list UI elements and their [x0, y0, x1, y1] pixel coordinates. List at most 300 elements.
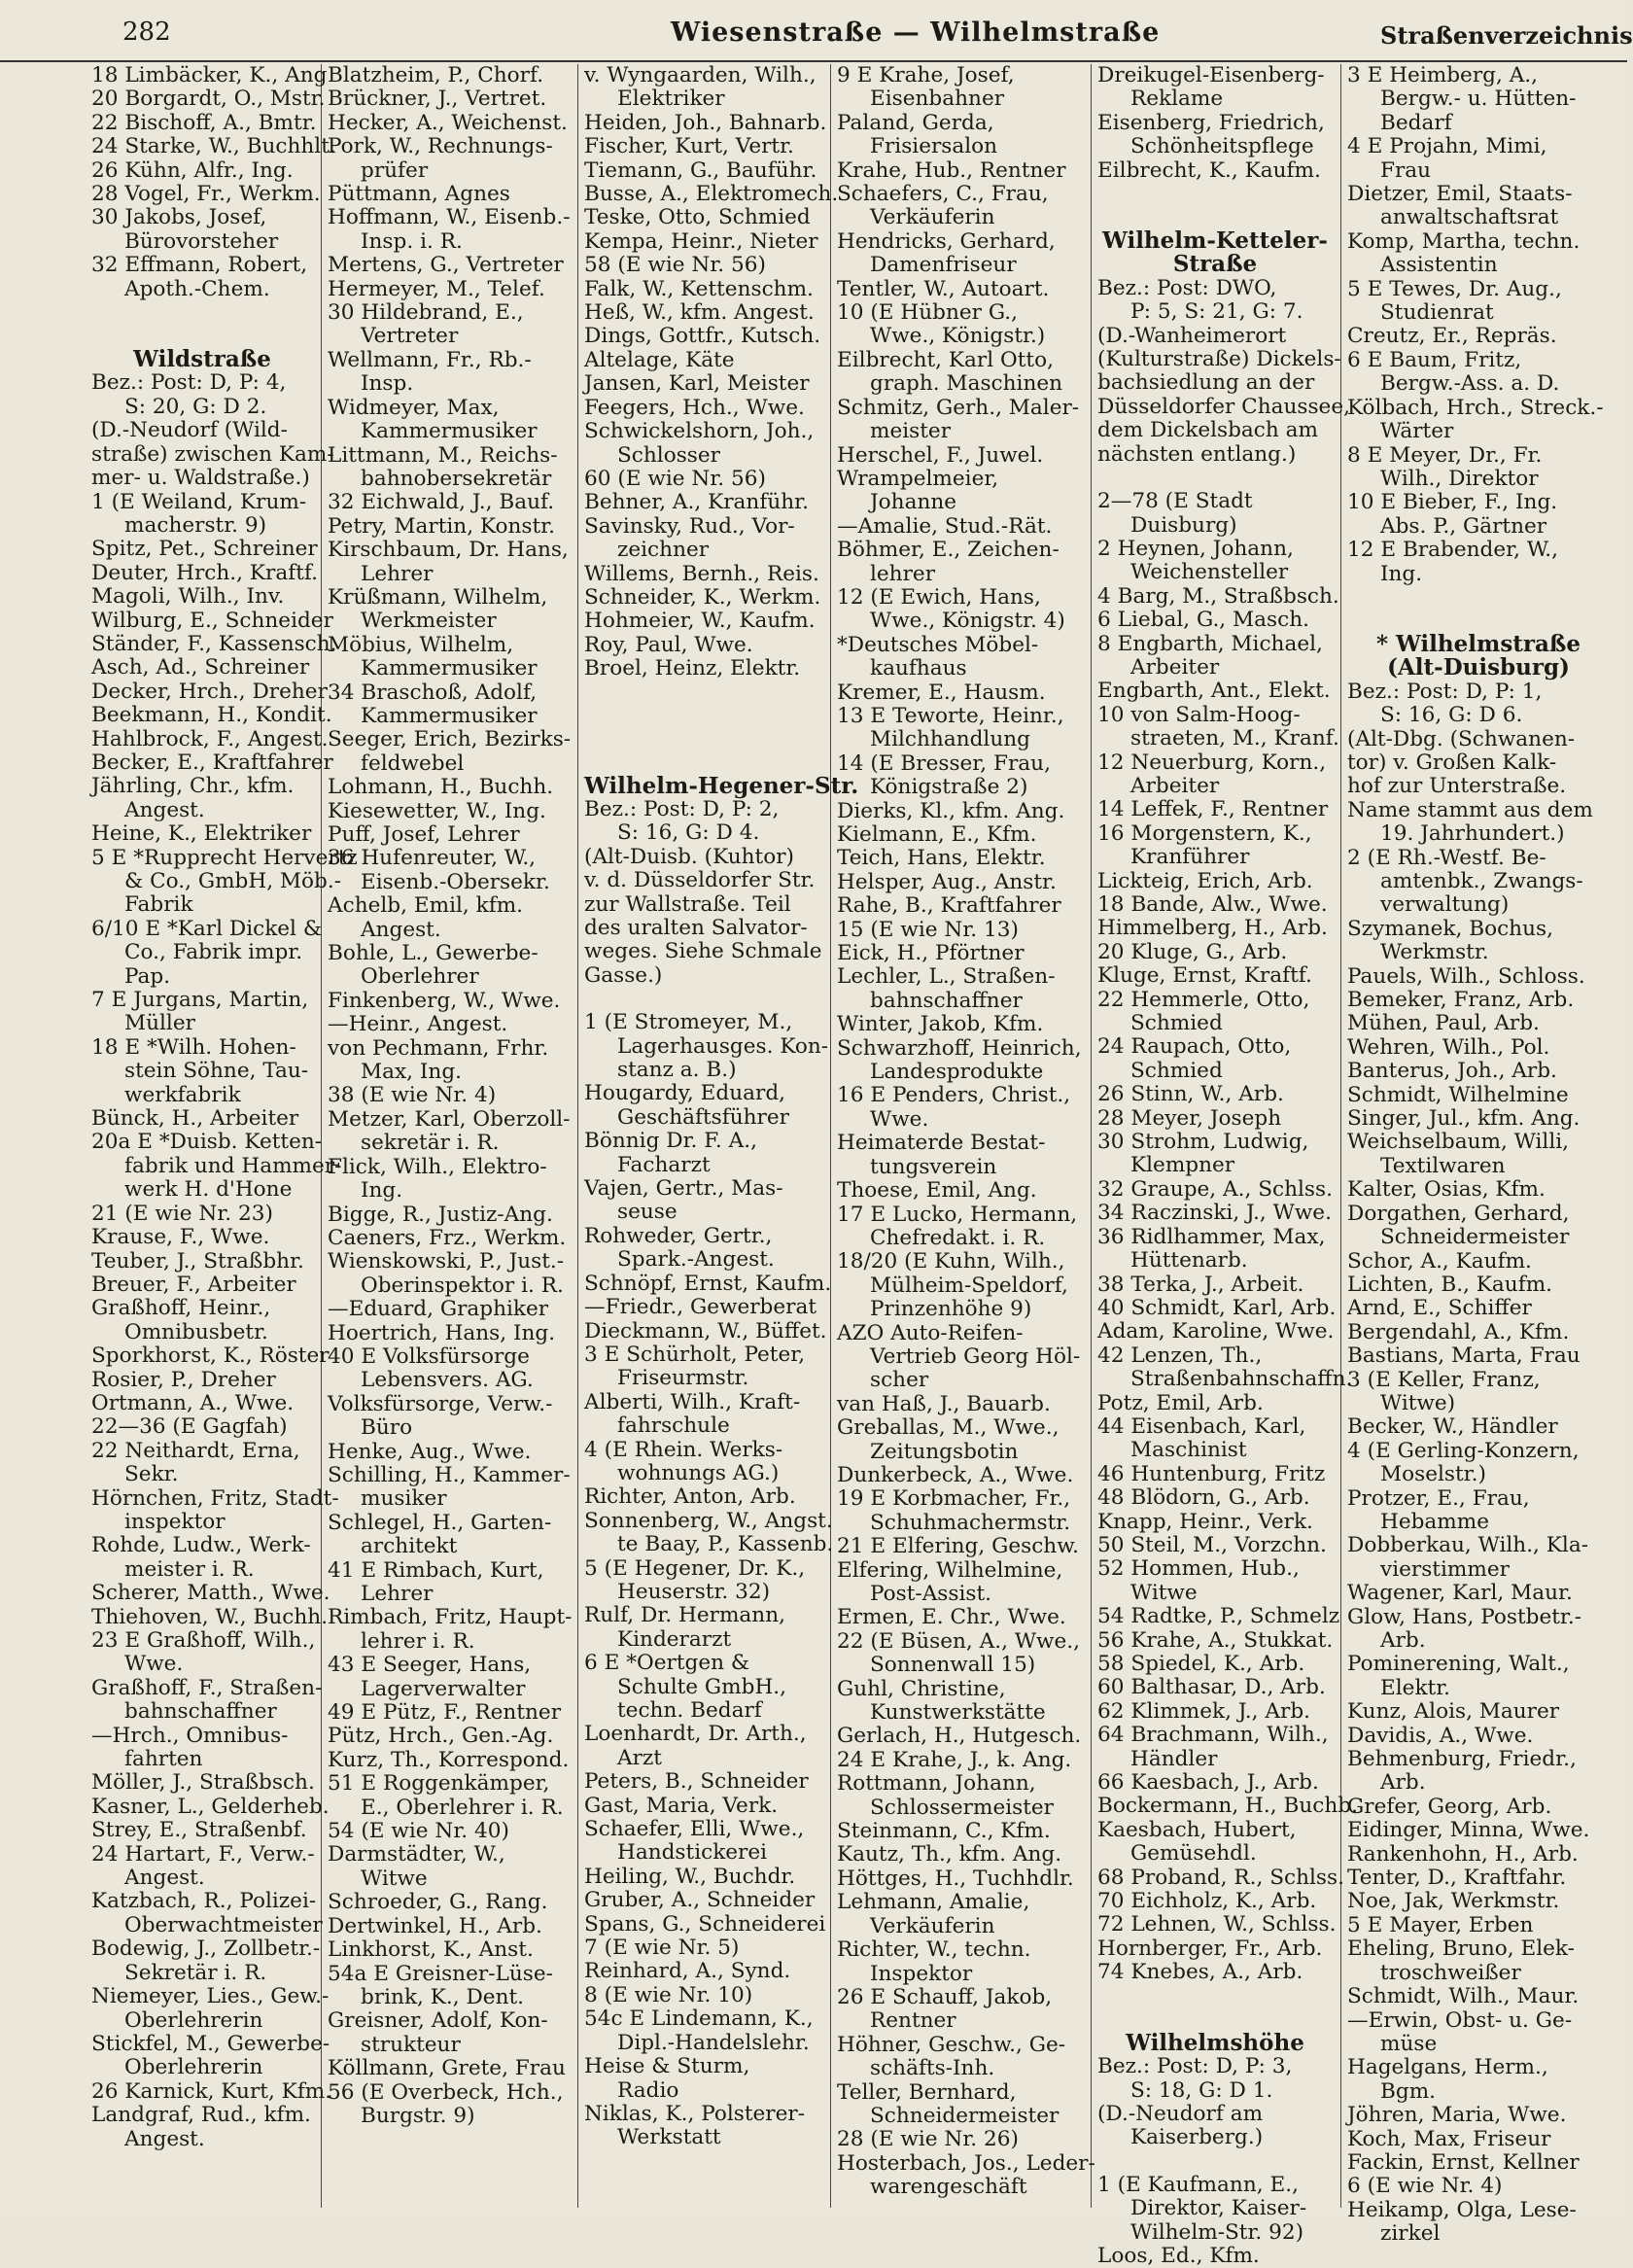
entry-continuation: P: 5, S: 21, G: 7. [1130, 299, 1303, 325]
entry-continuation: Kammermusiker [361, 656, 538, 681]
entry-line: 42 Lenzen, Th., [1097, 1343, 1263, 1368]
entry-line: Krause, F., Wwe. [91, 1225, 270, 1250]
entry-line: Davidis, A., Wwe. [1347, 1723, 1534, 1748]
entry-line: Ortmann, A., Wwe. [91, 1390, 295, 1415]
entry-continuation: Schmied [1130, 1011, 1223, 1036]
entry-line: Heiling, W., Buchdr. [584, 1864, 796, 1889]
entry-continuation: Bgm. [1380, 2078, 1437, 2104]
entry-line: 18 Limbäcker, K., Ang [91, 63, 328, 87]
entry-continuation: techn. Bedarf [617, 1698, 762, 1723]
entry-continuation: S: 16, G: D 4. [617, 820, 760, 846]
entry-line: Ermen, E. Chr., Wwe. [837, 1605, 1066, 1630]
entry-continuation: Insp. i. R. [361, 228, 463, 254]
entry-continuation: Hüttenarb. [1130, 1248, 1248, 1274]
spacer [584, 705, 822, 728]
entry-line: Kluge, Ernst, Kraftf. [1097, 963, 1312, 989]
entry-line: Henke, Aug., Wwe. [328, 1439, 532, 1464]
entry-line: Köllmann, Grete, Frau [328, 2056, 566, 2081]
entry-line: —Amalie, Stud.-Rät. [837, 513, 1053, 539]
entry-continuation: Wärter [1380, 419, 1454, 444]
entry-line: Peters, B., Schneider [584, 1769, 809, 1795]
entry-line: 66 Kaesbach, J., Arb. [1097, 1770, 1319, 1796]
entry-continuation: Verkäuferin [870, 205, 995, 230]
entry-line: Beekmann, H., Kondit. [91, 703, 332, 728]
running-title: Wiesenstraße — Wilhelmstraße [671, 17, 1161, 48]
entry-line: 1 (E Kaufmann, E., [1097, 2172, 1299, 2197]
entry-continuation: Werkmstr. [1380, 940, 1489, 965]
entry-continuation: E., Oberlehrer i. R. [361, 1795, 564, 1820]
entry-line: Richter, W., techn. [837, 1937, 1031, 1963]
entry-line: Bünck, H., Arbeiter [91, 1106, 299, 1132]
entry-line: Adam, Karoline, Wwe. [1097, 1319, 1335, 1344]
entry-line: Decker, Hrch., Dreher [91, 679, 328, 704]
entry-continuation: Kranführer [1130, 845, 1250, 870]
entry-line: Steinmann, C., Kfm. [837, 1819, 1051, 1844]
entry-line: 40 E Volksfürsorge [328, 1343, 530, 1369]
entry-line: Möbius, Wilhelm, [328, 632, 514, 657]
entry-line: Jöhren, Maria, Wwe. [1347, 2103, 1567, 2128]
entry-line: Kaesbach, Hubert, [1097, 1817, 1297, 1842]
entry-line: Flick, Wilh., Elektro- [328, 1154, 547, 1179]
entry-line: Dietzer, Emil, Staats- [1347, 182, 1573, 207]
entry-continuation: Vertrieb Georg Höl- [870, 1343, 1081, 1369]
entry-continuation: fabrik und Hammer- [124, 1153, 342, 1178]
entry-line: 21 E Elfering, Geschw. [837, 1534, 1079, 1559]
entry-line: Kölbach, Hrch., Streck.- [1347, 395, 1604, 420]
entry-line: Creutz, Er., Repräs. [1347, 324, 1557, 349]
entry-line: Eidinger, Minna, Wwe. [1347, 1818, 1590, 1843]
entry-continuation: Angest. [361, 917, 441, 942]
entry-line: Lechler, L., Straßen- [837, 964, 1056, 990]
entry-line: Rohde, Ludw., Werk- [91, 1533, 311, 1558]
entry-line: 20a E *Duisb. Ketten- [91, 1130, 323, 1155]
entry-line: 43 E Seeger, Hans, [328, 1653, 532, 1678]
entry-line: Hahlbrock, F., Angest. [91, 726, 329, 751]
entry-line: Weichselbaum, Willi, [1347, 1130, 1569, 1155]
entry-line: Helsper, Aug., Anstr. [837, 869, 1057, 894]
entry-line: Volksfürsorge, Verw.- [328, 1391, 553, 1416]
entry-line: Sporkhorst, K., Röster [91, 1343, 330, 1369]
entry-continuation: Oberlehrerin [124, 2055, 263, 2080]
entry-continuation: wohnungs AG.) [617, 1460, 780, 1485]
entry-line: Bergendahl, A., Kfm. [1347, 1319, 1570, 1344]
entry-line: Schneider, K., Werkm. [584, 584, 821, 610]
entry-line: Schlegel, H., Garten- [328, 1510, 552, 1535]
entry-line: 68 Proband, R., Schlss. [1097, 1865, 1344, 1890]
entry-line: Behmenburg, Friedr., [1347, 1747, 1577, 1772]
entry-line: Behner, A., Kranführ. [584, 490, 809, 515]
entry-line: 22 Bischoff, A., Bmtr. [91, 110, 317, 135]
entry-line: Rankenhohn, H., Arb. [1347, 1841, 1579, 1867]
spacer [1097, 467, 1333, 490]
entry-line: 34 Braschoß, Adolf, [328, 680, 538, 705]
entry-continuation: Schneidermeister [870, 2103, 1060, 2128]
entry-continuation: seuse [617, 1200, 678, 1225]
entry-line: Gruber, A., Schneider [584, 1888, 816, 1913]
entry-line: 12 Neuerburg, Korn., [1097, 750, 1327, 775]
entry-continuation: Oberinspektor i. R. [361, 1273, 564, 1298]
entry-continuation: werk H. d'Hone [124, 1177, 293, 1203]
entry-line: 10 von Salm-Hoog- [1097, 702, 1301, 727]
entry-continuation: Angest. [124, 1866, 205, 1891]
entry-continuation: Direktor, Kaiser- [1130, 2196, 1307, 2221]
entry-line: Kasner, L., Gelderheb. [91, 1794, 330, 1819]
entry-line: Lohmann, H., Buchh. [328, 775, 554, 800]
entry-line: Metzer, Karl, Oberzoll- [328, 1106, 571, 1132]
entry-line: Rohweder, Gertr., [584, 1223, 773, 1248]
entry-continuation: Oberlehrer [361, 964, 479, 990]
entry-line: 70 Eichholz, K., Arb. [1097, 1889, 1317, 1914]
entry-line: Engbarth, Ant., Elekt. [1097, 679, 1331, 704]
entry-line: 30 Hildebrand, E., [328, 300, 524, 326]
entry-continuation: Mülheim-Speldorf, [870, 1273, 1068, 1298]
entry-continuation: Milchhandlung [870, 727, 1030, 752]
entry-continuation: tungsverein [870, 1154, 997, 1179]
entry-line: 10 E Bieber, F., Ing. [1347, 490, 1558, 515]
entry-line: 19 E Korbmacher, Fr., [837, 1486, 1071, 1512]
entry-line: Heikamp, Olga, Lese- [1347, 2197, 1577, 2222]
entry-line: bachsiedlung an der [1097, 370, 1315, 396]
entry-line: 18/20 (E Kuhn, Wilh., [837, 1249, 1065, 1274]
entry-line: Elfering, Wilhelmine, [837, 1557, 1063, 1583]
entry-continuation: feldwebel [361, 750, 465, 776]
entry-continuation: Chefredakt. i. R. [870, 1225, 1046, 1250]
entry-continuation: architekt [361, 1534, 458, 1559]
entry-line: 1 (E Weiland, Krum- [91, 489, 307, 514]
entry-continuation: Prinzenhöhe 9) [870, 1297, 1032, 1322]
entry-line: 18 E *Wilh. Hohen- [91, 1034, 296, 1060]
entry-line: 8 Engbarth, Michael, [1097, 631, 1323, 656]
page-header [0, 0, 1633, 62]
entry-continuation: anwaltschaftsrat [1380, 205, 1559, 230]
entry-continuation: Ing. [361, 1178, 403, 1204]
entry-line: Graßhoff, Heinr., [91, 1296, 271, 1321]
entry-continuation: Rentner [870, 2008, 956, 2034]
entry-line: Höttges, H., Tuchhdlr. [837, 1866, 1074, 1891]
entry-line: Dobberkau, Wilh., Kla- [1347, 1533, 1588, 1558]
entry-line: Hosterbach, Jos., Leder- [837, 2150, 1095, 2176]
entry-line: 18 Bande, Alw., Wwe. [1097, 892, 1328, 917]
entry-line: Kalter, Osias, Kfm. [1347, 1177, 1546, 1203]
entry-continuation: Königstraße 2) [870, 775, 1028, 800]
entry-continuation: & Co., GmbH, Möb.- [124, 869, 342, 893]
street-heading: Wilhelm-Ketteler- [1102, 227, 1328, 255]
entry-continuation: Elektr. [1380, 1675, 1451, 1700]
entry-continuation: fahrschule [617, 1413, 730, 1439]
entry-line: 5 E Mayer, Erben [1347, 1912, 1534, 1937]
entry-continuation: stanz a. B.) [617, 1058, 737, 1083]
entry-continuation: Apoth.-Chem. [124, 276, 270, 301]
entry-line: Widmeyer, Max, [328, 395, 500, 420]
entry-continuation: Kaiserberg.) [1130, 2125, 1264, 2150]
entry-continuation: bahnobersekretär [361, 466, 552, 491]
entry-line: Linkhorst, K., Anst. [328, 1937, 534, 1963]
entry-continuation: Lagerhausges. Kon- [617, 1033, 829, 1059]
entry-line: 58 (E wie Nr. 56) [584, 253, 766, 278]
entry-line: (Alt-Dbg. (Schwanen- [1347, 726, 1576, 751]
entry-continuation: Handstickerei [617, 1840, 768, 1866]
entry-continuation: werkfabrik [124, 1082, 241, 1107]
entry-continuation: Pap. [124, 963, 171, 989]
entry-continuation: Lebensvers. AG. [361, 1368, 534, 1393]
entry-line: 26 Kühn, Alfr., Ing. [91, 157, 294, 183]
entry-line: Eilbrecht, Karl Otto, [837, 347, 1054, 372]
entry-continuation: Damenfriseur [870, 253, 1017, 278]
entry-line: Kunz, Alois, Maurer [1347, 1699, 1560, 1725]
entry-line: 28 (E wie Nr. 26) [837, 2127, 1019, 2152]
entry-line: (D.-Wanheimerort [1097, 323, 1287, 348]
entry-line: Guhl, Christine, [837, 1676, 1006, 1701]
entry-line: Rulf, Dr. Hermann, [584, 1603, 785, 1628]
entry-continuation: troschweißer [1380, 1960, 1521, 1985]
street-heading: Wilhelmshöhe [1126, 2029, 1304, 2056]
entry-continuation: Kammermusiker [361, 419, 538, 444]
street-heading: (Alt-Duisburg) [1387, 654, 1570, 681]
entry-line: Wrampelmeier, [837, 466, 999, 491]
entry-line: 20 Kluge, G., Arb. [1097, 939, 1288, 964]
entry-line: Loos, Ed., Kfm. [1097, 2243, 1260, 2268]
entry-line: 56 (E Overbeck, Hch., [328, 2079, 564, 2105]
entry-line: 30 Strohm, Ludwig, [1097, 1130, 1309, 1155]
entry-line: 54 (E wie Nr. 40) [328, 1819, 509, 1844]
entry-line: Hoertrich, Hans, Ing. [328, 1320, 556, 1345]
entry-line: Petry, Martin, Konstr. [328, 513, 555, 539]
entry-continuation: Radio [617, 2077, 679, 2103]
entry-line: 60 Balthasar, D., Arb. [1097, 1675, 1326, 1700]
entry-line: —Heinr., Angest. [328, 1012, 508, 1037]
entry-line: —Erwin, Obst- u. Ge- [1347, 2007, 1573, 2033]
entry-line: 16 E Penders, Christ., [837, 1083, 1071, 1108]
entry-line: Kautz, Th., kfm. Ang. [837, 1842, 1062, 1867]
entry-continuation: Dipl.-Handelslehr. [617, 2030, 810, 2055]
entry-line: 56 Krahe, A., Stukkat. [1097, 1627, 1334, 1653]
entry-line: —Hrch., Omnibus- [91, 1723, 289, 1748]
entry-line: Glow, Hans, Postbetr.- [1347, 1604, 1582, 1629]
entry-line: Heß, W., kfm. Angest. [584, 300, 815, 326]
street-heading: * Wilhelmstraße [1375, 630, 1581, 657]
entry-continuation: amtenbk., Zwangs- [1380, 869, 1583, 893]
entry-line: Bez.: Post: DWO, [1097, 275, 1277, 300]
column-3 [578, 63, 859, 2208]
entry-line: Arnd, E., Schiffer [1347, 1296, 1532, 1321]
entry-line: Falk, W., Kettenschm. [584, 276, 814, 301]
entry-continuation: Bergw.-Ass. a. D. [1380, 371, 1560, 397]
entry-line: Wienskowski, P., Just.- [328, 1249, 565, 1274]
entry-line: Hörnchen, Fritz, Stadt- [91, 1485, 339, 1511]
entry-continuation: Straßenbahnschaffn. [1130, 1367, 1353, 1392]
entry-continuation: Schönheitspflege [1130, 134, 1314, 159]
entry-line: 40 Schmidt, Karl, Arb. [1097, 1295, 1337, 1320]
entry-line: 17 E Lucko, Hermann, [837, 1202, 1078, 1227]
entry-line: Heise & Sturm, [584, 2054, 750, 2079]
entry-line: Himmelberg, H., Arb. [1097, 916, 1328, 941]
entry-continuation: Hebamme [1380, 1509, 1490, 1534]
entry-line: Wehren, Wilh., Pol. [1347, 1034, 1550, 1060]
entry-line: Hecker, A., Weichenst. [328, 110, 568, 135]
entry-continuation: Kunstwerkstätte [870, 1700, 1046, 1726]
entry-line: Brückner, J., Vertret. [328, 87, 547, 112]
entry-line: Schmidt, Wilh., Maur. [1347, 1984, 1580, 2009]
entry-continuation: Post-Assist. [870, 1582, 991, 1606]
entry-line: Hagelgans, Herm., [1347, 2055, 1548, 2080]
entry-line: 72 Lehnen, W., Schlss. [1097, 1912, 1337, 1937]
entry-line: (D.-Neudorf (Wild- [91, 418, 288, 443]
entry-continuation: Bürovorsteher [124, 228, 279, 254]
entry-line: Bez.: Post: D, P: 4, [91, 370, 287, 396]
column-2 [322, 64, 578, 2208]
entry-line: Dertwinkel, H., Arb. [328, 1913, 542, 1938]
entry-line: 28 Meyer, Joseph [1097, 1105, 1282, 1131]
spacer [584, 988, 822, 1011]
section-title: Straßenverzeichnis [1380, 21, 1633, 50]
entry-line: Breuer, F., Arbeiter [91, 1272, 296, 1297]
entry-line: Dunkerbeck, A., Wwe. [837, 1462, 1074, 1487]
entry-line: 12 E Brabender, W., [1347, 538, 1558, 563]
entry-line: Achelb, Emil, kfm. [328, 893, 524, 919]
entry-line: Schaefer, Elli, Wwe., [584, 1817, 805, 1842]
entry-line: Bez.: Post: D, P: 3, [1097, 2054, 1293, 2079]
entry-line: Fackin, Ernst, Kellner [1347, 2149, 1580, 2175]
entry-line: von Pechmann, Frhr. [328, 1035, 549, 1061]
entry-continuation: Lehrer [361, 561, 434, 586]
entry-line: Grefer, Georg, Arb. [1347, 1794, 1552, 1819]
entry-line: Teller, Bernhard, [837, 2079, 1017, 2105]
entry-line: Kiesewetter, W., Ing. [328, 798, 546, 823]
entry-line: *Deutsches Möbel- [837, 632, 1039, 657]
entry-line: Hoffmann, W., Eisenb.- [328, 205, 571, 230]
entry-continuation: Schlossermeister [870, 1795, 1054, 1820]
entry-line: zur Wallstraße. Teil [584, 891, 791, 917]
entry-line: 10 (E Hübner G., [837, 300, 1019, 326]
entry-line: 54c E Lindemann, K., [584, 2006, 814, 2032]
entry-continuation: verwaltung) [1380, 892, 1510, 918]
entry-line: Teuber, J., Straßbhr. [91, 1248, 304, 1274]
entry-line: Winter, Jakob, Kfm. [837, 1012, 1044, 1037]
entry-line: 5 E Tewes, Dr. Aug., [1347, 276, 1562, 301]
entry-line: Pominerening, Walt., [1347, 1652, 1570, 1677]
entry-line: Bohle, L., Gewerbe- [328, 941, 539, 966]
entry-line: Kremer, E., Hausm. [837, 680, 1046, 705]
entry-continuation: 19. Jahrhundert.) [1380, 821, 1565, 847]
entry-line: 20 Borgardt, O., Mstr. [91, 87, 326, 112]
entry-continuation: Bedarf [1380, 110, 1452, 135]
entry-continuation: Weichensteller [1130, 560, 1289, 585]
entry-line: Niemeyer, Lies., Gew.- [91, 1984, 330, 2009]
entry-line: Singer, Jul., kfm. Ang. [1347, 1106, 1581, 1132]
entry-line: Strey, E., Straßenbf. [91, 1818, 307, 1843]
spacer [1347, 610, 1610, 633]
spacer [584, 751, 822, 775]
entry-continuation: Händler [1130, 1746, 1218, 1771]
entry-line: Hornberger, Fr., Arb. [1097, 1936, 1323, 1961]
entry-continuation: Wilhelm-Str. 92) [1130, 2219, 1304, 2245]
entry-continuation: Landesprodukte [870, 1060, 1044, 1085]
entry-line: dem Dickelsbach am [1097, 418, 1319, 443]
entry-continuation: Sekretär i. R. [124, 1960, 267, 1985]
entry-continuation: Johanne [870, 490, 957, 515]
entry-continuation: brink, K., Dent. [361, 1984, 525, 2009]
entry-line: 8 E Meyer, Dr., Fr. [1347, 442, 1543, 468]
entry-continuation: musiker [361, 1486, 447, 1512]
entry-continuation: Friseurmstr. [617, 1366, 749, 1391]
entry-line: 14 Leffek, F., Rentner [1097, 797, 1329, 822]
entry-line: Paland, Gerda, [837, 110, 994, 135]
entry-line: 36 Hufenreuter, W., [328, 846, 537, 871]
entry-line: 60 (E wie Nr. 56) [584, 466, 766, 491]
entry-line: 24 Raupach, Otto, [1097, 1034, 1292, 1060]
entry-continuation: Schulte GmbH., [617, 1674, 787, 1699]
entry-line: Teich, Hans, Elektr. [837, 846, 1046, 871]
entry-line: 14 (E Bresser, Frau, [837, 750, 1051, 776]
entry-continuation: Wwe. [124, 1652, 184, 1677]
entry-line: Greisner, Adolf, Kon- [328, 2008, 548, 2034]
entry-line: 6 Liebal, G., Masch. [1097, 608, 1309, 633]
entry-line: 58 Spiedel, K., Arb. [1097, 1652, 1305, 1676]
entry-line: Thiehoven, W., Buchh. [91, 1604, 329, 1629]
entry-line: nächsten entlang.) [1097, 441, 1297, 467]
entry-line: Krahe, Hub., Rentner [837, 157, 1066, 183]
entry-line: Darmstädter, W., [328, 1842, 505, 1867]
entry-line: 4 (E Gerling-Konzern, [1347, 1438, 1580, 1463]
entry-line: 5 E *Rupprecht Hervertz [91, 845, 358, 870]
entry-line: 38 (E wie Nr. 4) [328, 1083, 497, 1108]
entry-continuation: Omnibusbetr. [124, 1319, 268, 1344]
entry-line: Lichten, B., Kaufm. [1347, 1272, 1553, 1297]
entry-line: 7 E Jurgans, Martin, [91, 988, 309, 1013]
entry-continuation: Abs. P., Gärtner [1380, 513, 1547, 539]
entry-continuation: zeichner [617, 538, 710, 563]
entry-continuation: Büro [361, 1415, 413, 1441]
entry-continuation: müse [1380, 2031, 1438, 2056]
entry-continuation: Witwe) [1380, 1390, 1456, 1415]
entry-line: Rottmann, Johann, [837, 1771, 1036, 1797]
entry-continuation: Wwe., Königstr. 4) [870, 609, 1065, 634]
entry-continuation: Schneidermeister [1380, 1225, 1570, 1250]
entry-continuation: te Baay, P., Kassenb. [617, 1532, 834, 1557]
entry-continuation: Max, Ing. [361, 1060, 463, 1085]
entry-continuation: warengeschäft [870, 2175, 1027, 2200]
entry-line: Püttmann, Agnes [328, 182, 510, 207]
entry-continuation: Burgstr. 9) [361, 2103, 475, 2128]
entry-continuation: S: 16, G: D 6. [1380, 703, 1523, 728]
entry-line: 12 (E Ewich, Hans, [837, 584, 1041, 610]
entry-line: Schwickelshorn, Joh., [584, 419, 815, 444]
entry-continuation: stein Söhne, Tau- [124, 1059, 309, 1084]
entry-continuation: vierstimmer [1380, 1556, 1510, 1582]
entry-line: Düsseldorfer Chaussee, [1097, 394, 1350, 419]
entry-line: Heimaterde Bestat- [837, 1131, 1046, 1156]
entry-continuation: Moselstr.) [1380, 1462, 1486, 1487]
entry-line: Name stammt aus dem [1347, 797, 1593, 822]
entry-line: Rosier, P., Dreher [91, 1367, 276, 1392]
entry-line: Teske, Otto, Schmied [584, 205, 811, 230]
entry-line: Gasse.) [584, 962, 663, 988]
entry-continuation: lehrer i. R. [361, 1628, 475, 1654]
entry-line: 30 Jakobs, Josef, [91, 205, 267, 230]
entry-continuation: S: 18, G: D 1. [1130, 2077, 1273, 2103]
entry-line: Möller, J., Straßbsch. [91, 1770, 315, 1796]
entry-continuation: Eisenbahner [870, 87, 1005, 112]
entry-line: Heiden, Joh., Bahnarb. [584, 110, 827, 135]
entry-continuation: Schlosser [617, 442, 720, 468]
entry-line: Seeger, Erich, Bezirks- [328, 727, 572, 752]
spacer [584, 681, 822, 705]
entry-line: Puff, Josef, Lehrer [328, 822, 520, 847]
entry-line: Pütz, Hrch., Gen.-Ag. [328, 1724, 554, 1749]
entry-continuation: Verkäuferin [870, 1913, 995, 1938]
entry-continuation: kaufhaus [870, 656, 967, 681]
entry-line: 4 E Projahn, Mimi, [1347, 134, 1547, 159]
